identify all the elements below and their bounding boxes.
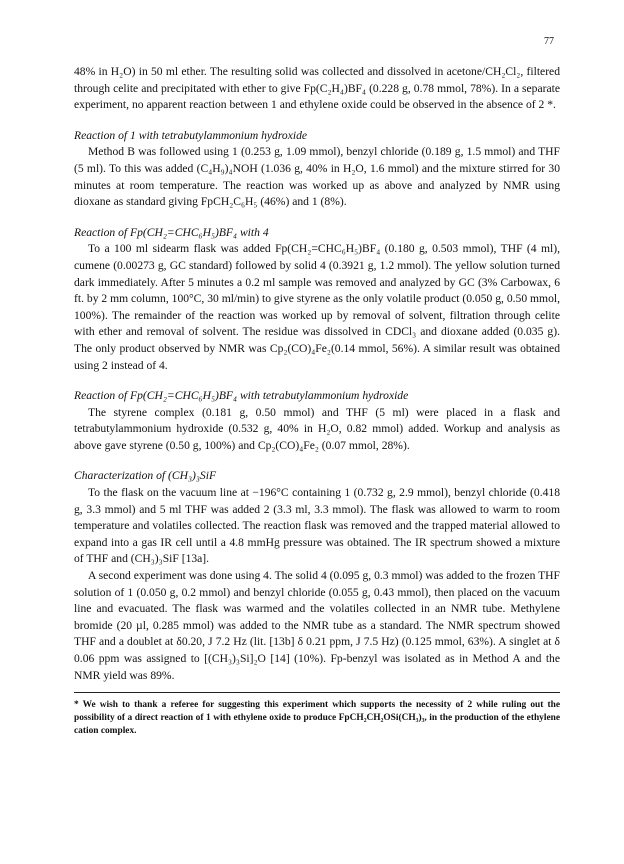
paragraph: To the flask on the vacuum line at −196°C containing 1 (0.732 g, 2.9 mmol), benzyl chloride (0.418 g, 3.3 mmol) and 5 ml THF was added 2 (3.3 ml, 3.3 mmol). The flask was allowed to warm to room temperature and volatiles collected. The reaction flask was removed and the trapped material allowed to expand into a gas IR cell until a 4.8 mmHg pressure was obtained. The IR spectrum showed a mixture of THF and (CH₃)₃SiF [13a]. [74,486,560,566]
article-body [74,64,560,738]
paragraph: Method B was followed using 1 (0.253 g, 1.09 mmol), benzyl chloride (0.189 g, 1.5 mmol) and THF (5 ml). To this was added (C₄H₉)₄NOH (1.036 g, 40% in H₂O, 1.6 mmol) and the mixture stirred for 30 minutes at room temperature. The reaction was worked up as above and analyzed by NMR using dioxane as standard giving FpCH₂C₆H₅ (46%) and 1 (8%). [74,145,560,209]
paragraph: The styrene complex (0.181 g, 0.50 mmol) and THF (5 ml) were placed in a flask and tetrabutylammonium hydroxide (0.532 g, 40% in H₂O, 0.82 mmol) added. Workup and analysis as above gave styrene (0.50 g, 100%) and Cp₂(CO)₄Fe₂ (0.07 mmol, 28%). [74,405,560,452]
footnote: * We wish to thank a referee for suggesting this experiment which supports the necessity of 2 while ruling out the possibility of a direct reaction of 1 with ethylene oxide to produce FpCH₂CH₂OSi(CH₃)₃, in the production of the ethylene cation complex. [74,700,560,737]
section-heading: Characterization of (CH₃)₃SiF [74,469,217,483]
section-heading: Reaction of 1 with tetrabutylammonium hydroxide [74,128,308,142]
paragraph-intro: 48% in H₂O) in 50 ml ether. The resulting solid was collected and dissolved in acetone/CH₂Cl₂, filtered through celite and precipitated with ether to give Fp(C₂H₄)BF₄ (0.228 g, 0.78 mmol, 78%). In a separate experiment, no apparent reaction between 1 and ethylene oxide could be observed in the absence of 2 *. [74,65,560,112]
footnote-divider [74,692,560,693]
section-heading: Reaction of Fp(CH₂=CHC₆H₅)BF₄ with 4 [74,225,269,239]
section-heading: Reaction of Fp(CH₂=CHC₆H₅)BF₄ with tetrabutylammonium hydroxide [74,389,409,403]
paragraph: To a 100 ml sidearm flask was added Fp(CH₂=CHC₆H₅)BF₄ (0.180 g, 0.503 mmol), THF (4 ml), cumene (0.00273 g, GC standard) followed by solid 4 (0.3921 g, 1.2 mmol). The yellow solution turned dark immediately. After 5 minutes a 0.2 ml sample was removed and analyzed by GC (3% Carbowax, 6 ft. by 2 mm column, 100°C, 30 ml/min) to give styrene as the only volatile product (0.050 g, 0.50 mmol, 100%). The remainder of the reaction was worked up by removal of solvent, filtration through celite with ether and removal of solvent. The residue was dissolved in CDCl₃ and dioxane added (0.035 g). The only product observed by NMR was Cp₂(CO)₄Fe₂(0.14 mmol, 56%). A similar result was obtained using 2 instead of 4. [74,242,560,372]
paragraph: A second experiment was done using 4. The solid 4 (0.095 g, 0.3 mmol) was added to the frozen THF solution of 1 (0.050 g, 0.2 mmol) and benzyl chloride (0.055 g, 0.43 mmol), then placed on the vacuum line and evacuated. The flask was warmed and the volatiles collected in an NMR tube. Methylene bromide (20 µl, 0.285 mmol) was added to the NMR tube as a standard. The NMR spectrum showed THF and a doublet at δ0.20, J 7.2 Hz (lit. [13b] δ 0.21 ppm, J 7.5 Hz) (0.125 mmol, 63%). A singlet at δ 0.06 ppm was assigned to [(CH₃)₃Si]₂O [14] (10%). Fp-benzyl was isolated as in Method A and the NMR yield was 89%. [74,569,560,682]
page-number: 77 [544,36,554,47]
